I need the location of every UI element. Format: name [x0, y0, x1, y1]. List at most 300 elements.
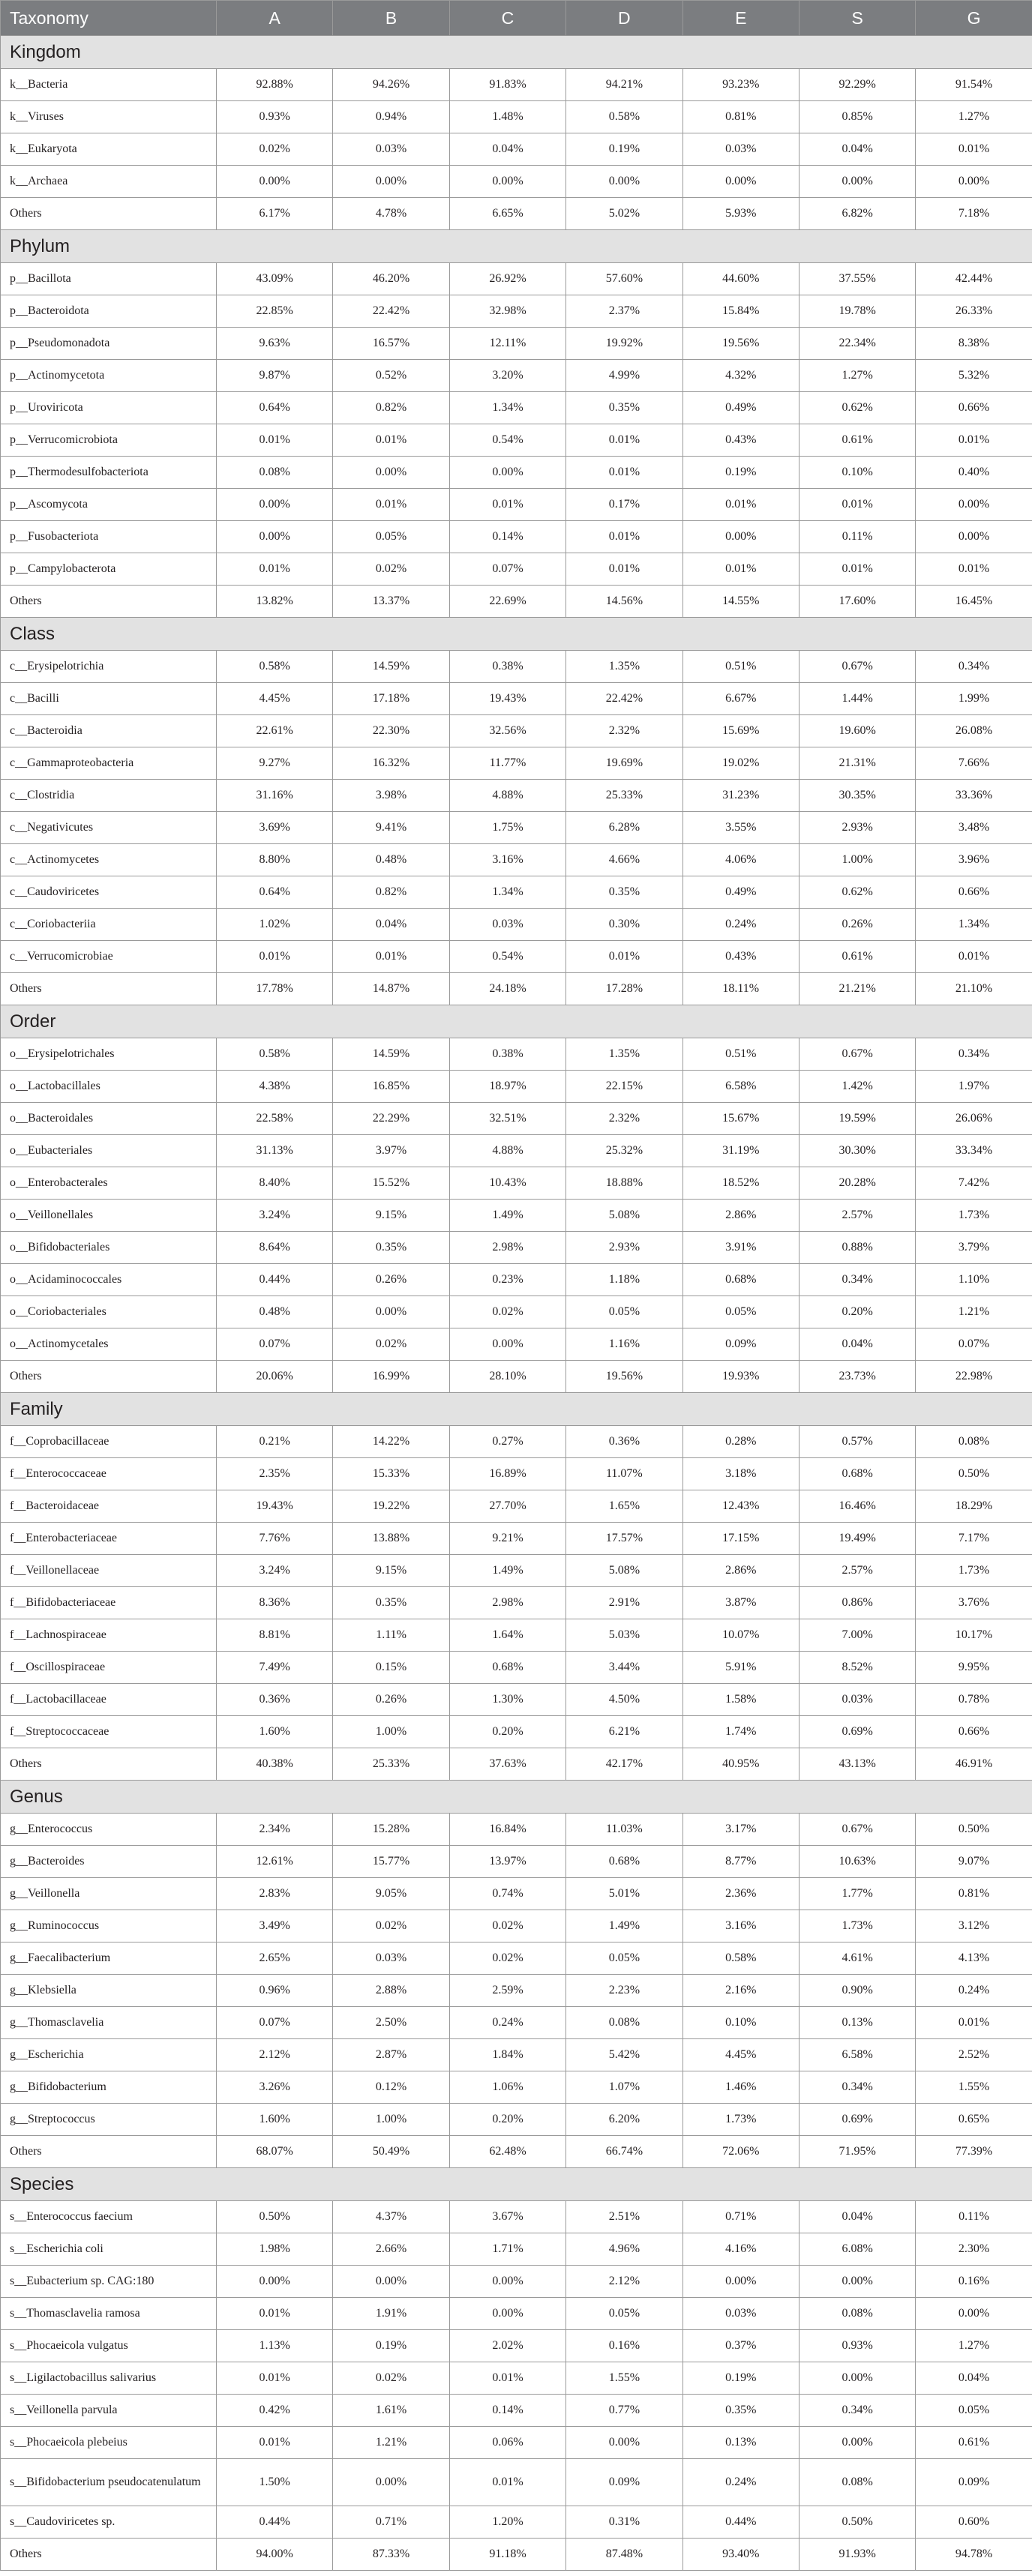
table-row	[1, 1910, 1032, 1942]
table-row	[1, 876, 1032, 909]
abundance-cell-e: 0.28%	[682, 1426, 799, 1458]
abundance-cell-b: 4.78%	[333, 198, 449, 230]
table-row	[1, 553, 1032, 586]
abundance-cell-c: 0.02%	[449, 1910, 566, 1942]
abundance-cell-d: 1.35%	[566, 1038, 682, 1071]
abundance-cell-a: 0.21%	[217, 1426, 333, 1458]
abundance-cell-b: 4.37%	[333, 2201, 449, 2233]
abundance-cell-d: 0.01%	[566, 457, 682, 489]
table-row	[1, 392, 1032, 424]
abundance-cell-c: 0.02%	[449, 1942, 566, 1975]
abundance-cell-s: 0.03%	[799, 1684, 915, 1716]
column-header-a: A	[217, 1, 333, 36]
abundance-cell-b: 0.35%	[333, 1232, 449, 1264]
abundance-cell-e: 0.37%	[682, 2330, 799, 2362]
table-row	[1, 424, 1032, 457]
abundance-cell-e: 0.81%	[682, 101, 799, 133]
abundance-cell-c: 26.92%	[449, 263, 566, 295]
abundance-cell-c: 91.18%	[449, 2539, 566, 2571]
abundance-cell-c: 0.54%	[449, 941, 566, 973]
abundance-cell-e: 3.87%	[682, 1587, 799, 1619]
abundance-cell-a: 3.24%	[217, 1200, 333, 1232]
abundance-cell-e: 0.24%	[682, 909, 799, 941]
abundance-cell-g: 7.18%	[916, 198, 1032, 230]
abundance-cell-a: 0.00%	[217, 2266, 333, 2298]
abundance-cell-a: 8.36%	[217, 1587, 333, 1619]
abundance-cell-c: 91.83%	[449, 69, 566, 101]
abundance-cell-d: 0.35%	[566, 876, 682, 909]
taxon-name-cell: Others	[1, 198, 217, 230]
abundance-cell-d: 0.30%	[566, 909, 682, 941]
abundance-cell-s: 0.00%	[799, 2427, 915, 2459]
abundance-cell-g: 0.01%	[916, 2007, 1032, 2039]
abundance-cell-d: 0.31%	[566, 2506, 682, 2539]
column-header-s: S	[799, 1, 915, 36]
abundance-cell-g: 0.01%	[916, 941, 1032, 973]
abundance-cell-g: 2.52%	[916, 2039, 1032, 2071]
abundance-cell-s: 10.63%	[799, 1846, 915, 1878]
abundance-cell-a: 0.00%	[217, 521, 333, 553]
abundance-cell-e: 19.02%	[682, 747, 799, 780]
abundance-cell-a: 17.78%	[217, 973, 333, 1005]
abundance-cell-e: 0.01%	[682, 489, 799, 521]
abundance-cell-d: 0.05%	[566, 2298, 682, 2330]
abundance-cell-g: 1.55%	[916, 2071, 1032, 2104]
abundance-cell-c: 0.20%	[449, 1716, 566, 1748]
abundance-cell-e: 0.24%	[682, 2459, 799, 2506]
abundance-cell-e: 14.55%	[682, 586, 799, 618]
abundance-cell-a: 1.60%	[217, 2104, 333, 2136]
abundance-cell-s: 71.95%	[799, 2136, 915, 2168]
abundance-cell-d: 1.55%	[566, 2362, 682, 2395]
abundance-cell-a: 9.63%	[217, 328, 333, 360]
abundance-cell-g: 3.12%	[916, 1910, 1032, 1942]
taxon-name-cell: k__Eukaryota	[1, 133, 217, 166]
abundance-cell-s: 0.86%	[799, 1587, 915, 1619]
table-row	[1, 521, 1032, 553]
abundance-cell-e: 4.45%	[682, 2039, 799, 2071]
table-row	[1, 1490, 1032, 1523]
abundance-cell-b: 0.52%	[333, 360, 449, 392]
abundance-cell-a: 2.83%	[217, 1878, 333, 1910]
abundance-cell-s: 0.10%	[799, 457, 915, 489]
taxon-name-cell: g__Streptococcus	[1, 2104, 217, 2136]
abundance-cell-a: 2.35%	[217, 1458, 333, 1490]
abundance-cell-a: 1.50%	[217, 2459, 333, 2506]
abundance-cell-d: 0.05%	[566, 1296, 682, 1328]
abundance-cell-a: 1.60%	[217, 1716, 333, 1748]
table-row	[1, 1619, 1032, 1652]
taxon-name-cell: p__Verrucomicrobiota	[1, 424, 217, 457]
abundance-cell-a: 13.82%	[217, 586, 333, 618]
abundance-cell-s: 0.50%	[799, 2506, 915, 2539]
abundance-cell-s: 0.04%	[799, 2201, 915, 2233]
abundance-cell-g: 0.50%	[916, 1458, 1032, 1490]
abundance-cell-d: 6.28%	[566, 812, 682, 844]
abundance-cell-d: 94.21%	[566, 69, 682, 101]
abundance-cell-s: 16.46%	[799, 1490, 915, 1523]
abundance-cell-g: 1.10%	[916, 1264, 1032, 1296]
abundance-cell-c: 28.10%	[449, 1361, 566, 1393]
taxon-name-cell: g__Thomasclavelia	[1, 2007, 217, 2039]
table-header-row	[1, 1, 1032, 36]
abundance-cell-g: 3.79%	[916, 1232, 1032, 1264]
taxon-name-cell: g__Ruminococcus	[1, 1910, 217, 1942]
table-row	[1, 1846, 1032, 1878]
abundance-cell-b: 14.87%	[333, 973, 449, 1005]
taxon-name-cell: p__Bacillota	[1, 263, 217, 295]
abundance-cell-g: 7.42%	[916, 1167, 1032, 1200]
abundance-cell-g: 10.17%	[916, 1619, 1032, 1652]
abundance-cell-e: 0.35%	[682, 2395, 799, 2427]
table-row	[1, 1135, 1032, 1167]
taxon-name-cell: s__Veillonella parvula	[1, 2395, 217, 2427]
abundance-cell-c: 0.04%	[449, 133, 566, 166]
taxon-name-cell: p__Fusobacteriota	[1, 521, 217, 553]
abundance-cell-a: 0.36%	[217, 1684, 333, 1716]
abundance-cell-g: 0.00%	[916, 166, 1032, 198]
abundance-cell-a: 9.27%	[217, 747, 333, 780]
abundance-cell-g: 4.13%	[916, 1942, 1032, 1975]
abundance-cell-c: 32.98%	[449, 295, 566, 328]
abundance-cell-a: 0.64%	[217, 392, 333, 424]
table-row	[1, 941, 1032, 973]
abundance-cell-c: 0.14%	[449, 2395, 566, 2427]
abundance-cell-g: 26.06%	[916, 1103, 1032, 1135]
abundance-cell-c: 10.43%	[449, 1167, 566, 1200]
abundance-cell-g: 0.05%	[916, 2395, 1032, 2427]
abundance-cell-s: 0.88%	[799, 1232, 915, 1264]
table-row	[1, 1814, 1032, 1846]
table-row	[1, 1975, 1032, 2007]
abundance-cell-g: 0.04%	[916, 2362, 1032, 2395]
taxon-name-cell: o__Veillonellales	[1, 1200, 217, 1232]
abundance-cell-e: 6.67%	[682, 683, 799, 715]
abundance-cell-s: 22.34%	[799, 328, 915, 360]
taxon-name-cell: p__Actinomycetota	[1, 360, 217, 392]
abundance-cell-s: 2.93%	[799, 812, 915, 844]
table-row	[1, 2071, 1032, 2104]
table-row	[1, 198, 1032, 230]
abundance-cell-a: 0.58%	[217, 1038, 333, 1071]
table-row	[1, 1328, 1032, 1361]
abundance-cell-b: 2.50%	[333, 2007, 449, 2039]
table-row	[1, 2104, 1032, 2136]
taxon-name-cell: o__Bifidobacteriales	[1, 1232, 217, 1264]
abundance-cell-g: 0.34%	[916, 651, 1032, 683]
abundance-cell-s: 0.85%	[799, 101, 915, 133]
abundance-cell-b: 16.85%	[333, 1071, 449, 1103]
taxon-name-cell: Others	[1, 586, 217, 618]
abundance-cell-g: 0.11%	[916, 2201, 1032, 2233]
abundance-cell-s: 0.20%	[799, 1296, 915, 1328]
abundance-cell-d: 2.12%	[566, 2266, 682, 2298]
abundance-cell-b: 0.03%	[333, 1942, 449, 1975]
abundance-cell-e: 0.00%	[682, 521, 799, 553]
table-row	[1, 1264, 1032, 1296]
abundance-cell-b: 25.33%	[333, 1748, 449, 1781]
table-row	[1, 586, 1032, 618]
section-title: Species	[1, 2168, 1032, 2201]
taxon-name-cell: s__Bifidobacterium pseudocatenulatum	[1, 2459, 217, 2506]
abundance-cell-b: 46.20%	[333, 263, 449, 295]
abundance-cell-b: 0.26%	[333, 1264, 449, 1296]
abundance-cell-c: 4.88%	[449, 1135, 566, 1167]
taxon-name-cell: Others	[1, 1748, 217, 1781]
section-title: Kingdom	[1, 36, 1032, 69]
taxon-name-cell: s__Ligilactobacillus salivarius	[1, 2362, 217, 2395]
abundance-cell-a: 1.98%	[217, 2233, 333, 2266]
abundance-cell-a: 0.48%	[217, 1296, 333, 1328]
abundance-cell-s: 0.93%	[799, 2330, 915, 2362]
abundance-cell-e: 40.95%	[682, 1748, 799, 1781]
abundance-cell-c: 0.07%	[449, 553, 566, 586]
abundance-cell-d: 17.57%	[566, 1523, 682, 1555]
abundance-cell-s: 91.93%	[799, 2539, 915, 2571]
abundance-cell-g: 3.96%	[916, 844, 1032, 876]
abundance-cell-b: 94.26%	[333, 69, 449, 101]
abundance-cell-d: 87.48%	[566, 2539, 682, 2571]
abundance-cell-e: 0.71%	[682, 2201, 799, 2233]
abundance-cell-d: 4.50%	[566, 1684, 682, 1716]
table-row	[1, 651, 1032, 683]
abundance-cell-g: 22.98%	[916, 1361, 1032, 1393]
abundance-cell-a: 31.16%	[217, 780, 333, 812]
abundance-cell-a: 0.42%	[217, 2395, 333, 2427]
abundance-cell-c: 1.20%	[449, 2506, 566, 2539]
abundance-cell-d: 3.44%	[566, 1652, 682, 1684]
abundance-cell-d: 0.01%	[566, 521, 682, 553]
taxon-name-cell: k__Archaea	[1, 166, 217, 198]
abundance-cell-d: 1.18%	[566, 1264, 682, 1296]
abundance-cell-b: 2.66%	[333, 2233, 449, 2266]
section-header-species	[1, 2168, 1032, 2201]
abundance-cell-c: 2.98%	[449, 1232, 566, 1264]
abundance-cell-d: 11.03%	[566, 1814, 682, 1846]
abundance-cell-c: 1.06%	[449, 2071, 566, 2104]
abundance-cell-c: 0.00%	[449, 2298, 566, 2330]
abundance-cell-b: 0.94%	[333, 101, 449, 133]
abundance-cell-d: 5.08%	[566, 1200, 682, 1232]
abundance-cell-d: 4.66%	[566, 844, 682, 876]
table-row	[1, 1361, 1032, 1393]
abundance-cell-e: 0.19%	[682, 2362, 799, 2395]
abundance-cell-c: 0.27%	[449, 1426, 566, 1458]
abundance-cell-g: 0.81%	[916, 1878, 1032, 1910]
abundance-cell-g: 7.17%	[916, 1523, 1032, 1555]
abundance-cell-b: 0.82%	[333, 392, 449, 424]
abundance-cell-s: 92.29%	[799, 69, 915, 101]
abundance-cell-c: 37.63%	[449, 1748, 566, 1781]
abundance-cell-c: 0.38%	[449, 1038, 566, 1071]
abundance-cell-s: 0.34%	[799, 2071, 915, 2104]
abundance-cell-b: 0.00%	[333, 1296, 449, 1328]
abundance-cell-g: 0.16%	[916, 2266, 1032, 2298]
abundance-cell-a: 8.40%	[217, 1167, 333, 1200]
abundance-cell-e: 1.58%	[682, 1684, 799, 1716]
section-header-phylum	[1, 230, 1032, 263]
abundance-cell-a: 0.07%	[217, 1328, 333, 1361]
abundance-cell-d: 0.09%	[566, 2459, 682, 2506]
abundance-cell-d: 0.00%	[566, 2427, 682, 2459]
abundance-cell-b: 15.52%	[333, 1167, 449, 1200]
abundance-cell-c: 0.00%	[449, 2266, 566, 2298]
abundance-cell-c: 0.06%	[449, 2427, 566, 2459]
taxon-name-cell: k__Viruses	[1, 101, 217, 133]
abundance-cell-s: 0.00%	[799, 2362, 915, 2395]
abundance-cell-e: 44.60%	[682, 263, 799, 295]
taxon-name-cell: f__Bifidobacteriaceae	[1, 1587, 217, 1619]
abundance-cell-b: 0.02%	[333, 553, 449, 586]
taxon-name-cell: o__Acidaminococcales	[1, 1264, 217, 1296]
abundance-cell-c: 0.00%	[449, 1328, 566, 1361]
abundance-cell-g: 0.00%	[916, 2298, 1032, 2330]
abundance-cell-a: 22.85%	[217, 295, 333, 328]
abundance-cell-c: 0.54%	[449, 424, 566, 457]
taxon-name-cell: c__Erysipelotrichia	[1, 651, 217, 683]
abundance-cell-c: 0.23%	[449, 1264, 566, 1296]
table-row	[1, 1167, 1032, 1200]
abundance-cell-d: 4.96%	[566, 2233, 682, 2266]
section-title: Phylum	[1, 230, 1032, 263]
abundance-cell-a: 2.34%	[217, 1814, 333, 1846]
abundance-cell-b: 2.87%	[333, 2039, 449, 2071]
abundance-cell-a: 40.38%	[217, 1748, 333, 1781]
abundance-cell-c: 19.43%	[449, 683, 566, 715]
abundance-cell-s: 2.57%	[799, 1555, 915, 1587]
taxon-name-cell: f__Lactobacillaceae	[1, 1684, 217, 1716]
abundance-cell-c: 0.74%	[449, 1878, 566, 1910]
abundance-cell-e: 15.67%	[682, 1103, 799, 1135]
abundance-cell-b: 15.28%	[333, 1814, 449, 1846]
table-row	[1, 780, 1032, 812]
abundance-cell-b: 14.59%	[333, 651, 449, 683]
abundance-cell-c: 13.97%	[449, 1846, 566, 1878]
table-row	[1, 295, 1032, 328]
abundance-cell-s: 4.61%	[799, 1942, 915, 1975]
table-row	[1, 715, 1032, 747]
abundance-cell-b: 0.00%	[333, 2459, 449, 2506]
section-header-genus	[1, 1781, 1032, 1814]
abundance-cell-d: 0.08%	[566, 2007, 682, 2039]
abundance-cell-s: 1.44%	[799, 683, 915, 715]
abundance-cell-s: 23.73%	[799, 1361, 915, 1393]
abundance-cell-s: 0.90%	[799, 1975, 915, 2007]
abundance-cell-e: 0.49%	[682, 876, 799, 909]
abundance-cell-c: 0.14%	[449, 521, 566, 553]
table-row	[1, 2539, 1032, 2571]
table-row	[1, 1523, 1032, 1555]
abundance-cell-g: 0.34%	[916, 1038, 1032, 1071]
abundance-cell-b: 22.42%	[333, 295, 449, 328]
abundance-cell-b: 1.00%	[333, 2104, 449, 2136]
abundance-cell-g: 1.97%	[916, 1071, 1032, 1103]
table-row	[1, 1458, 1032, 1490]
abundance-cell-g: 0.08%	[916, 1426, 1032, 1458]
abundance-cell-d: 42.17%	[566, 1748, 682, 1781]
abundance-cell-c: 1.64%	[449, 1619, 566, 1652]
abundance-cell-b: 1.21%	[333, 2427, 449, 2459]
abundance-cell-s: 0.67%	[799, 1814, 915, 1846]
table-row	[1, 1426, 1032, 1458]
abundance-cell-c: 27.70%	[449, 1490, 566, 1523]
abundance-cell-s: 6.08%	[799, 2233, 915, 2266]
abundance-cell-e: 93.23%	[682, 69, 799, 101]
abundance-cell-c: 3.67%	[449, 2201, 566, 2233]
abundance-cell-c: 16.89%	[449, 1458, 566, 1490]
abundance-cell-c: 0.20%	[449, 2104, 566, 2136]
abundance-cell-s: 0.26%	[799, 909, 915, 941]
abundance-cell-b: 22.29%	[333, 1103, 449, 1135]
abundance-cell-a: 0.08%	[217, 457, 333, 489]
abundance-cell-c: 32.56%	[449, 715, 566, 747]
abundance-cell-e: 4.32%	[682, 360, 799, 392]
abundance-cell-e: 93.40%	[682, 2539, 799, 2571]
abundance-cell-a: 20.06%	[217, 1361, 333, 1393]
abundance-cell-e: 2.36%	[682, 1878, 799, 1910]
table-row	[1, 1587, 1032, 1619]
taxon-name-cell: o__Coriobacteriales	[1, 1296, 217, 1328]
abundance-cell-c: 16.84%	[449, 1814, 566, 1846]
taxon-name-cell: f__Coprobacillaceae	[1, 1426, 217, 1458]
abundance-cell-d: 2.23%	[566, 1975, 682, 2007]
abundance-cell-e: 17.15%	[682, 1523, 799, 1555]
abundance-cell-g: 9.95%	[916, 1652, 1032, 1684]
abundance-cell-d: 1.07%	[566, 2071, 682, 2104]
abundance-cell-b: 0.82%	[333, 876, 449, 909]
abundance-cell-b: 0.02%	[333, 1910, 449, 1942]
abundance-cell-b: 0.04%	[333, 909, 449, 941]
abundance-cell-c: 2.59%	[449, 1975, 566, 2007]
abundance-cell-b: 9.15%	[333, 1200, 449, 1232]
taxon-name-cell: Others	[1, 1361, 217, 1393]
abundance-cell-d: 22.15%	[566, 1071, 682, 1103]
abundance-cell-d: 0.36%	[566, 1426, 682, 1458]
abundance-cell-a: 43.09%	[217, 263, 333, 295]
abundance-cell-b: 0.01%	[333, 489, 449, 521]
taxon-name-cell: p__Bacteroidota	[1, 295, 217, 328]
abundance-cell-a: 4.45%	[217, 683, 333, 715]
abundance-cell-a: 7.76%	[217, 1523, 333, 1555]
abundance-cell-a: 0.01%	[217, 941, 333, 973]
section-title: Genus	[1, 1781, 1032, 1814]
taxon-name-cell: c__Clostridia	[1, 780, 217, 812]
column-header-taxonomy: Taxonomy	[1, 1, 217, 36]
abundance-cell-a: 0.44%	[217, 1264, 333, 1296]
abundance-cell-g: 0.65%	[916, 2104, 1032, 2136]
abundance-cell-e: 3.18%	[682, 1458, 799, 1490]
abundance-cell-a: 8.64%	[217, 1232, 333, 1264]
section-header-order	[1, 1005, 1032, 1038]
abundance-cell-b: 50.49%	[333, 2136, 449, 2168]
abundance-cell-d: 0.35%	[566, 392, 682, 424]
abundance-cell-b: 0.71%	[333, 2506, 449, 2539]
table-row	[1, 1716, 1032, 1748]
table-row	[1, 844, 1032, 876]
abundance-cell-e: 10.07%	[682, 1619, 799, 1652]
abundance-cell-d: 19.56%	[566, 1361, 682, 1393]
taxon-name-cell: p__Thermodesulfobacteriota	[1, 457, 217, 489]
abundance-cell-a: 94.00%	[217, 2539, 333, 2571]
abundance-cell-d: 6.21%	[566, 1716, 682, 1748]
abundance-cell-g: 46.91%	[916, 1748, 1032, 1781]
abundance-cell-d: 0.19%	[566, 133, 682, 166]
taxon-name-cell: f__Enterococcaceae	[1, 1458, 217, 1490]
abundance-cell-c: 0.68%	[449, 1652, 566, 1684]
abundance-cell-d: 0.68%	[566, 1846, 682, 1878]
abundance-cell-c: 1.71%	[449, 2233, 566, 2266]
abundance-cell-a: 3.26%	[217, 2071, 333, 2104]
